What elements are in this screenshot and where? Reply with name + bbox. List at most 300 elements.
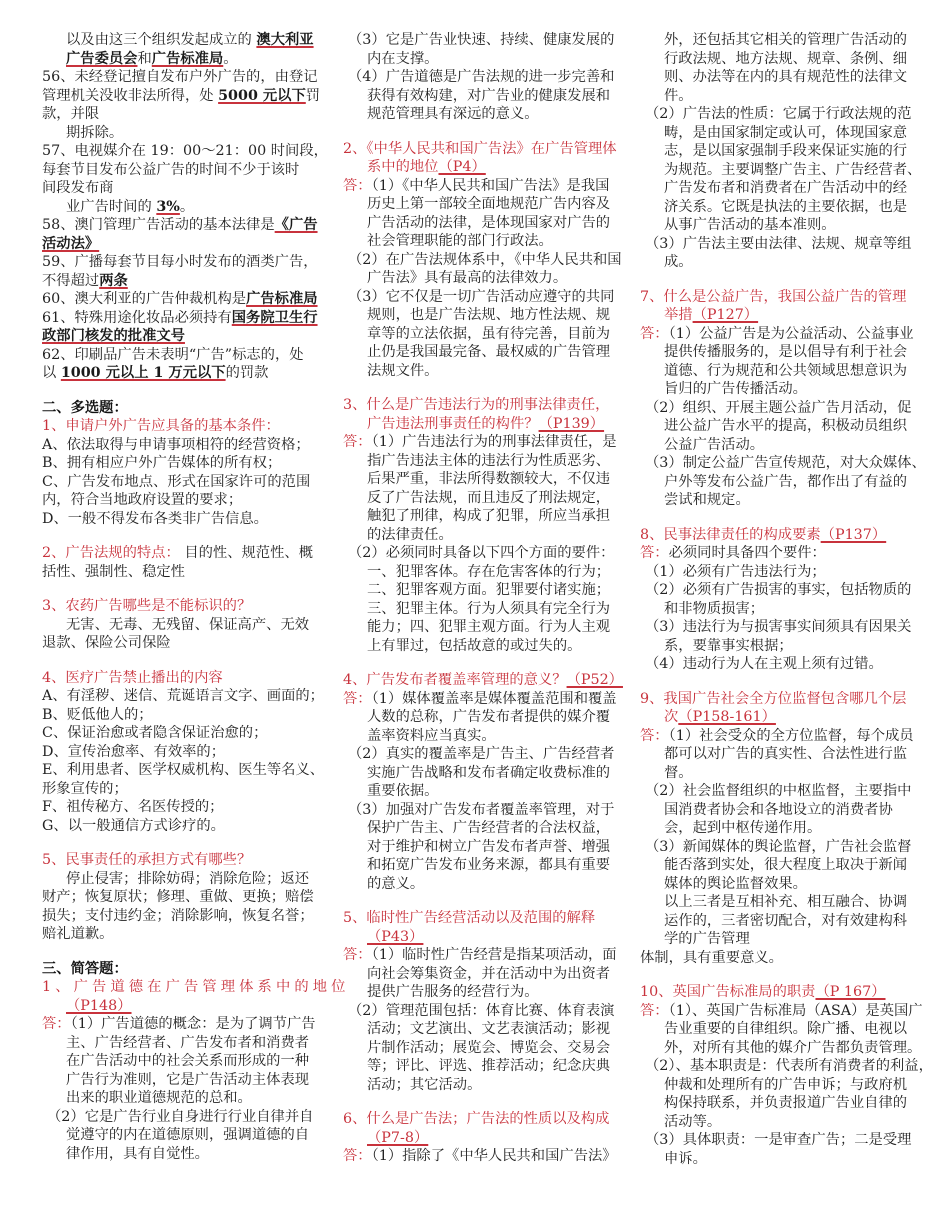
text-line: [640, 1094, 915, 1113]
text-line: [343, 362, 613, 381]
text-line: [640, 563, 915, 582]
text-segment: 律作用，具有自觉性。: [66, 1145, 209, 1162]
text-segment: 1、广告道德在广告管理体系中的地位: [42, 979, 350, 995]
text-segment: 从事广告活动的基本准则。: [664, 217, 836, 233]
text-segment: 形象宣传的；: [42, 780, 128, 797]
text-segment: （4）违动行为人在主观上须有过错。: [645, 656, 883, 672]
text-line: [42, 327, 322, 346]
text-line: [42, 235, 322, 254]
text-line: [343, 856, 613, 875]
text-segment: 6、什么是广告法；广告法的性质以及构成: [343, 1111, 610, 1127]
text-segment: 国消费者协会和各地设立的消费者协: [664, 801, 893, 818]
question-heading-line: [640, 306, 915, 325]
text-line: [640, 87, 915, 106]
text-segment: 广告活动的法律，是体现国家对广告的: [367, 214, 611, 231]
page-reference: （P52）: [566, 672, 623, 688]
question-heading-line: [42, 851, 322, 870]
text-segment: 3、什么是广告违法行为的刑事法律责任，: [343, 397, 610, 413]
question-heading-line: [42, 669, 322, 688]
text-line: [42, 309, 322, 328]
paragraph-spacer: [343, 893, 613, 909]
text-segment: 活动；文艺演出、文艺表演活动；影视: [367, 1021, 611, 1037]
text-segment: （1）、英国广告标准局（ASA）是英国广: [668, 1002, 923, 1019]
question-heading-line: [343, 396, 613, 415]
text-line: [640, 1131, 915, 1150]
text-line: [42, 161, 322, 180]
text-segment: 和非物质损害；: [664, 600, 765, 617]
text-segment: 系中的地位: [367, 159, 439, 175]
text-line: [343, 452, 613, 471]
text-segment: （3）它不仅是一切广告活动应遵守的共同: [348, 288, 615, 305]
paragraph-spacer: [343, 380, 613, 396]
text-segment: 会，起到中枢传递作用。: [664, 820, 822, 836]
highlighted-answer: 广告标准局: [246, 291, 318, 307]
red-label: 答：: [343, 177, 372, 194]
text-line: [343, 105, 613, 124]
question-heading-line: [343, 909, 613, 928]
text-segment: （2）真实的覆盖率是广告主、广告经营者: [348, 746, 615, 762]
paragraph-spacer: [42, 653, 322, 669]
question-heading-line: [640, 983, 915, 1002]
text-segment: 和拓宽广告发布业务来源，都具有重要: [367, 857, 611, 873]
text-line: [343, 214, 613, 233]
text-line: [640, 856, 915, 875]
page-reference: （P158-161）: [678, 709, 776, 725]
text-segment: （2）、基本职责是：代表所有消费者的利益，: [645, 1058, 933, 1074]
text-segment: B、贬低他人的；: [42, 706, 153, 723]
text-line: [343, 433, 617, 452]
text-segment: 5、民事责任的承担方式有哪些？: [42, 852, 252, 868]
paragraph-spacer: [640, 510, 915, 526]
text-segment: 规范管理具有深远的意义。: [367, 106, 539, 122]
text-segment: C、广告发布地点、形式在国家许可的范围: [42, 473, 311, 490]
text-segment: 公益广告活动。: [664, 436, 765, 453]
paragraph-spacer: [42, 383, 322, 399]
text-segment: 件。: [664, 87, 693, 104]
text-segment: （1）广告道德的概念：是为了调节广告: [70, 1016, 316, 1032]
text-line: [42, 68, 322, 87]
text-segment: 提供传播服务的，是以倡导有利于社会: [664, 344, 908, 360]
text-line: [42, 817, 322, 836]
text-segment: 提供广告服务的经营行为。: [367, 984, 539, 1000]
text-line: [343, 764, 613, 783]
text-segment: 的罚款: [225, 365, 269, 381]
text-segment: 则、办法等在内的具有规范性的法律文: [664, 69, 908, 85]
red-label: 答：: [343, 1148, 372, 1164]
text-segment: （4）广告道德是广告法规的进一步完善和: [348, 69, 615, 85]
text-segment: 次: [664, 709, 679, 725]
text-line: [640, 782, 915, 801]
text-segment: 管理机关没收非法所得，处: [42, 87, 219, 104]
text-segment: 3、农药广告哪些是不能标识的？: [42, 598, 252, 614]
text-segment: 一、犯罪客体。存在危害客体的行为；: [367, 563, 611, 580]
text-segment: 保护广告主、广告经营者的合法权益，: [367, 820, 611, 836]
text-line: [640, 68, 915, 87]
text-line: [640, 544, 915, 563]
text-segment: 能力；四、犯罪主观方面。行为人主观: [367, 619, 611, 635]
text-line: [42, 253, 322, 272]
text-segment: 历史上第一部较全面地规范广告内容及: [367, 196, 611, 212]
question-heading-line: [42, 597, 322, 616]
text-line: [343, 983, 613, 1002]
text-line: [640, 618, 915, 637]
text-line: [42, 706, 322, 725]
text-line: [343, 306, 613, 325]
text-segment: 不得超过: [42, 272, 100, 289]
text-segment: 反了广告法规，而且违反了刑法规定，: [367, 489, 611, 506]
question-heading-line: [640, 288, 915, 307]
text-line: [640, 380, 915, 399]
text-segment: 9、我国广告社会全方位监督包含哪几个层: [640, 690, 907, 707]
text-segment: 止仍是我国最完备、最权威的广告管理: [367, 344, 611, 360]
text-line: [640, 161, 922, 180]
text-segment: 指广告违法主体的违法行为性质恶劣、: [367, 452, 611, 469]
text-segment: 以及由这三个组织发起成立的: [66, 32, 257, 48]
text-segment: 5、临时性广告经营活动以及范围的解释: [343, 910, 596, 926]
text-segment: 畴，是由国家制定或认可，体现国家意: [664, 124, 908, 141]
text-line: [42, 491, 322, 510]
text-segment: 停止侵害；排除妨碍；消除危险；返还: [66, 870, 310, 887]
text-line: [640, 930, 915, 949]
text-line: [640, 875, 915, 894]
text-segment: 61、特殊用途化妆品必须持有: [42, 309, 232, 326]
text-segment: 能否落到实处，很大程度上取决于新闻: [664, 857, 908, 873]
text-segment: 退款、保险公司保险: [42, 635, 171, 651]
text-segment: 活动；其它活动。: [367, 1076, 482, 1093]
text-line: [42, 907, 322, 926]
text-segment: 59、广播每套节目每小时发布的酒类广告，: [42, 254, 318, 270]
text-line: [42, 124, 322, 143]
text-line: [640, 655, 915, 674]
text-segment: 广告行为准则，它是广告活动主体表现: [66, 1071, 310, 1088]
text-line: [640, 436, 915, 455]
text-segment: （1）社会受众的全方位监督，每个成员: [668, 727, 914, 744]
text-line: [42, 346, 322, 365]
text-line: [640, 50, 915, 69]
text-segment: 仲裁和处理所有的广告申诉；与政府机: [664, 1076, 908, 1093]
text-segment: 为规范。主要调整广告主、广告经营者、: [664, 161, 922, 178]
text-line: [640, 253, 915, 272]
text-segment: 4、广告发布者覆盖率管理的意义？: [343, 672, 567, 688]
red-label: 答：: [343, 434, 372, 450]
red-label: 答：: [640, 1002, 669, 1019]
text-line: [343, 745, 613, 764]
text-segment: （1）媒体覆盖率是媒体覆盖范围和覆盖: [371, 690, 617, 707]
text-line: [343, 1147, 617, 1166]
text-segment: 期拆除。: [66, 124, 124, 141]
text-line: [640, 124, 915, 143]
highlighted-answer: 1000 元以上 1 万元以下: [60, 365, 226, 381]
column-left: [42, 31, 350, 1163]
text-line: [343, 875, 613, 894]
section-title: [42, 960, 322, 979]
text-segment: （1）《中华人民共和国广告法》是我国: [371, 177, 610, 194]
text-line: [343, 946, 617, 965]
text-line: [42, 142, 328, 161]
text-line: [42, 105, 322, 124]
text-segment: 60、澳大利亚的广告仲裁机构是: [42, 291, 247, 307]
text-line: [640, 105, 915, 124]
text-line: [640, 1020, 915, 1039]
page-reference: （P 167）: [815, 984, 886, 1000]
text-line: [42, 454, 322, 473]
text-line: [343, 325, 613, 344]
text-segment: 都可以对广告的真实性、合法性进行监: [664, 746, 908, 762]
text-segment: 间段发布商: [42, 180, 114, 196]
text-segment: F、祖传秘方、名医传授的；: [42, 799, 224, 815]
text-line: [343, 489, 613, 508]
highlighted-answer: 3%: [156, 198, 180, 215]
red-label: 2、广告法规的特点：: [42, 545, 180, 561]
paragraph-spacer: [42, 944, 322, 960]
text-segment: 对于维护和树立广告发布者声誉、增强: [367, 838, 611, 855]
text-line: [640, 727, 915, 746]
text-segment: 广告发布者和消费者在广告活动中的经: [664, 180, 908, 196]
question-heading-line: [343, 671, 623, 690]
paragraph-spacer: [640, 272, 915, 288]
text-segment: 56、未经登记擅自发布户外广告的，由登记: [42, 69, 318, 85]
text-line: [343, 232, 613, 251]
text-segment: 1、申请户外广告应具备的基本条件：: [42, 418, 280, 434]
text-segment: （1）广告违法行为的刑事法律责任，是: [371, 434, 617, 450]
text-segment: 8、民事法律责任的构成要素: [640, 526, 821, 543]
text-segment: （3）它是广告业快速、持续、健康发展的: [348, 32, 615, 48]
text-line: [42, 687, 322, 706]
text-segment: 重要依据。: [367, 783, 439, 799]
text-line: [42, 473, 322, 492]
text-line: [640, 1076, 915, 1095]
page-reference: （P43）: [367, 928, 424, 945]
text-line: [343, 177, 613, 196]
text-segment: 人数的总称，广告发布者提供的媒介覆: [367, 709, 611, 725]
column-middle: [343, 31, 623, 1166]
highlighted-answer: 活动法》: [42, 235, 100, 252]
text-segment: 上有罪过，包括故意的或过失的。: [367, 637, 582, 654]
text-segment: D、宣传治愈率、有效率的；: [42, 743, 226, 760]
text-line: [343, 690, 617, 709]
text-line: [343, 965, 613, 984]
text-line: [343, 637, 613, 656]
column-right: [640, 31, 933, 1168]
text-line: [640, 1057, 933, 1076]
text-line: [42, 290, 322, 309]
question-heading-line: [343, 1110, 613, 1129]
text-segment: 括性、强制性、稳定性: [42, 563, 185, 580]
text-line: [343, 801, 613, 820]
text-line: [640, 764, 915, 783]
text-line: [343, 581, 613, 600]
text-segment: 获得有效构建，对广告业的健康发展和: [367, 87, 611, 104]
text-segment: 户外等发布公益广告，都作出了有益的: [664, 473, 908, 490]
question-heading-line: [343, 415, 613, 434]
text-segment: 款，并限: [42, 106, 100, 122]
text-segment: G、以一般通信方式诊疗的。: [42, 817, 225, 834]
text-line: [42, 1108, 322, 1127]
text-line: [640, 581, 915, 600]
text-segment: 2、《中华人民共和国广告法》在广告管理体: [343, 140, 617, 157]
text-line: [343, 1039, 613, 1058]
text-line: [640, 343, 915, 362]
text-segment: 媒体的舆论监督效果。: [664, 875, 807, 892]
red-label: 答：: [640, 545, 669, 561]
text-segment: 道德、行为规范和公共领域思想意识为: [664, 362, 908, 379]
highlighted-answer: 广告委员会: [66, 50, 138, 67]
text-line: [343, 470, 613, 489]
text-segment: 触犯了刑律，构成了犯罪，所应当承担: [367, 508, 611, 524]
text-segment: 主、广告经营者、广告发布者和消费者: [66, 1034, 310, 1051]
text-segment: 外，对所有其他的媒介广告都负责管理。: [664, 1039, 922, 1056]
text-line: [640, 454, 926, 473]
text-segment: （1）临时性广告经营是指某项活动，面: [371, 947, 617, 963]
text-segment: C、保证治愈或者隐含保证治愈的；: [42, 725, 268, 741]
text-line: [640, 473, 915, 492]
text-line: [42, 724, 322, 743]
text-segment: 法规文件。: [367, 362, 439, 379]
text-line: [640, 235, 915, 254]
text-line: [42, 780, 322, 799]
text-segment: 罚: [305, 87, 321, 104]
paragraph-spacer: [640, 674, 915, 690]
text-line: [640, 838, 915, 857]
text-line: [343, 1057, 613, 1076]
paragraph-spacer: [343, 655, 613, 671]
text-segment: （2）组织、开展主题公益广告月活动，促: [645, 399, 912, 416]
text-segment: （3）新闻媒体的舆论监督，广告社会监督: [645, 838, 912, 855]
text-line: [42, 364, 322, 383]
text-line: [42, 616, 322, 635]
text-segment: （2）管理范围包括：体育比赛、体育表演: [348, 1002, 615, 1019]
red-label: 答：: [640, 727, 669, 744]
text-line: [42, 1052, 322, 1071]
text-line: [42, 1071, 322, 1090]
text-segment: 向社会筹集资金，并在活动中为出资者: [367, 965, 611, 982]
text-segment: 三、简答题：: [42, 960, 128, 977]
text-segment: （3）制定公益广告宣传规范，对大众媒体、: [645, 455, 926, 471]
text-line: [42, 436, 322, 455]
text-line: [343, 544, 613, 563]
text-line: [42, 1015, 322, 1034]
text-segment: （1）必须有广告违法行为；: [645, 563, 826, 580]
text-segment: E、利用患者、医学权威机构、医生等名义、: [42, 762, 325, 778]
text-line: [640, 1113, 915, 1132]
text-line: [343, 269, 613, 288]
text-line: [640, 819, 915, 838]
text-line: [42, 272, 322, 291]
text-segment: 和: [137, 50, 152, 67]
text-line: [42, 216, 322, 235]
text-segment: 实施广告战略和发布者确定收费标准的: [367, 764, 611, 781]
text-line: [42, 510, 322, 529]
text-line: [42, 87, 322, 106]
question-heading-line: [42, 978, 350, 997]
text-line: [343, 68, 613, 87]
text-segment: 体制，具有重要意义。: [640, 949, 783, 966]
text-line: [42, 544, 322, 563]
text-line: [640, 142, 915, 161]
question-heading-line: [42, 997, 322, 1016]
text-segment: 申诉。: [664, 1150, 707, 1167]
paragraph-spacer: [42, 581, 322, 597]
text-line: [640, 491, 915, 510]
text-line: [42, 743, 322, 762]
text-line: [343, 526, 613, 545]
text-segment: 内，符合当地政府设置的要求；: [42, 492, 243, 508]
text-segment: 志，是以国家强制手段来保证实施的行: [664, 143, 908, 159]
text-segment: 7、什么是公益广告，我国公益广告的管理: [640, 288, 907, 305]
text-segment: 4、医疗广告禁止播出的内容: [42, 669, 223, 686]
text-line: [640, 417, 915, 436]
text-line: [343, 31, 613, 50]
text-line: [343, 727, 613, 746]
text-segment: （2）广告法的性质：它属于行政法规的范: [645, 106, 912, 122]
text-segment: 出来的职业道德规范的总和。: [66, 1090, 252, 1106]
paragraph-spacer: [42, 528, 322, 544]
text-segment: 在广告活动中的社会关系而形成的一种: [66, 1053, 310, 1069]
text-line: [640, 600, 915, 619]
text-segment: （2）必须同时具备以下四个方面的要件：: [348, 545, 615, 561]
page-reference: （P4）: [438, 159, 486, 175]
text-line: [343, 195, 613, 214]
text-line: [640, 216, 915, 235]
text-segment: 以: [42, 365, 61, 381]
text-line: [343, 563, 613, 582]
paragraph-spacer: [42, 835, 322, 851]
text-line: [640, 637, 915, 656]
text-line: [343, 251, 622, 270]
text-segment: 行政法规、地方法规、规章、条例、细: [664, 50, 908, 67]
text-segment: 。: [179, 198, 195, 215]
text-line: [42, 761, 325, 780]
question-heading-line: [343, 1129, 613, 1148]
text-segment: 系，要靠事实根据；: [664, 637, 793, 654]
text-line: [640, 179, 915, 198]
text-segment: （1）公益广告是为公益活动、公益事业: [668, 325, 914, 342]
highlighted-answer: 广告标准局: [151, 50, 224, 67]
text-segment: 二、犯罪客观方面。犯罪要付诸实施；: [367, 582, 611, 598]
text-line: [343, 1002, 613, 1021]
text-segment: 。: [223, 50, 238, 67]
text-segment: 督。: [664, 764, 693, 781]
text-segment: 举措: [664, 307, 693, 323]
text-segment: （2）必须有广告损害的事实，包括物质的: [645, 582, 912, 598]
text-segment: A、有淫秽、迷信、荒诞语言文字、画面的；: [42, 688, 324, 704]
text-segment: 等；评比、评选、推荐活动；纪念庆典: [367, 1058, 611, 1074]
highlighted-answer: 国务院卫生行: [231, 309, 318, 326]
text-line: [640, 325, 915, 344]
text-segment: 无害、无毒、无残留、保证高产、无效: [66, 616, 310, 633]
text-segment: B、拥有相应户外广告媒体的所有权；: [42, 455, 282, 471]
highlighted-answer: 政部门核发的批准文号: [42, 328, 185, 344]
highlighted-answer: 5000 元以下: [218, 87, 306, 104]
text-line: [343, 600, 613, 619]
text-line: [640, 1150, 915, 1169]
text-segment: 广告违法刑事责任的构件？: [367, 415, 539, 432]
text-line: [640, 745, 915, 764]
paragraph-spacer: [640, 967, 915, 983]
text-segment: 的法律责任。: [367, 526, 453, 543]
text-line: [42, 888, 322, 907]
text-line: [42, 31, 322, 50]
section-title: [42, 399, 322, 418]
text-line: [343, 838, 613, 857]
red-label: 答：: [640, 325, 669, 342]
text-line: [343, 1076, 613, 1095]
text-line: [42, 563, 322, 582]
text-line: [42, 925, 322, 944]
text-segment: 57、电视媒介在 19：00～21：00 时间段，: [42, 143, 328, 159]
text-segment: （2）在广告法规体系中，《中华人民共和国: [348, 251, 622, 268]
paragraph-spacer: [343, 124, 613, 140]
